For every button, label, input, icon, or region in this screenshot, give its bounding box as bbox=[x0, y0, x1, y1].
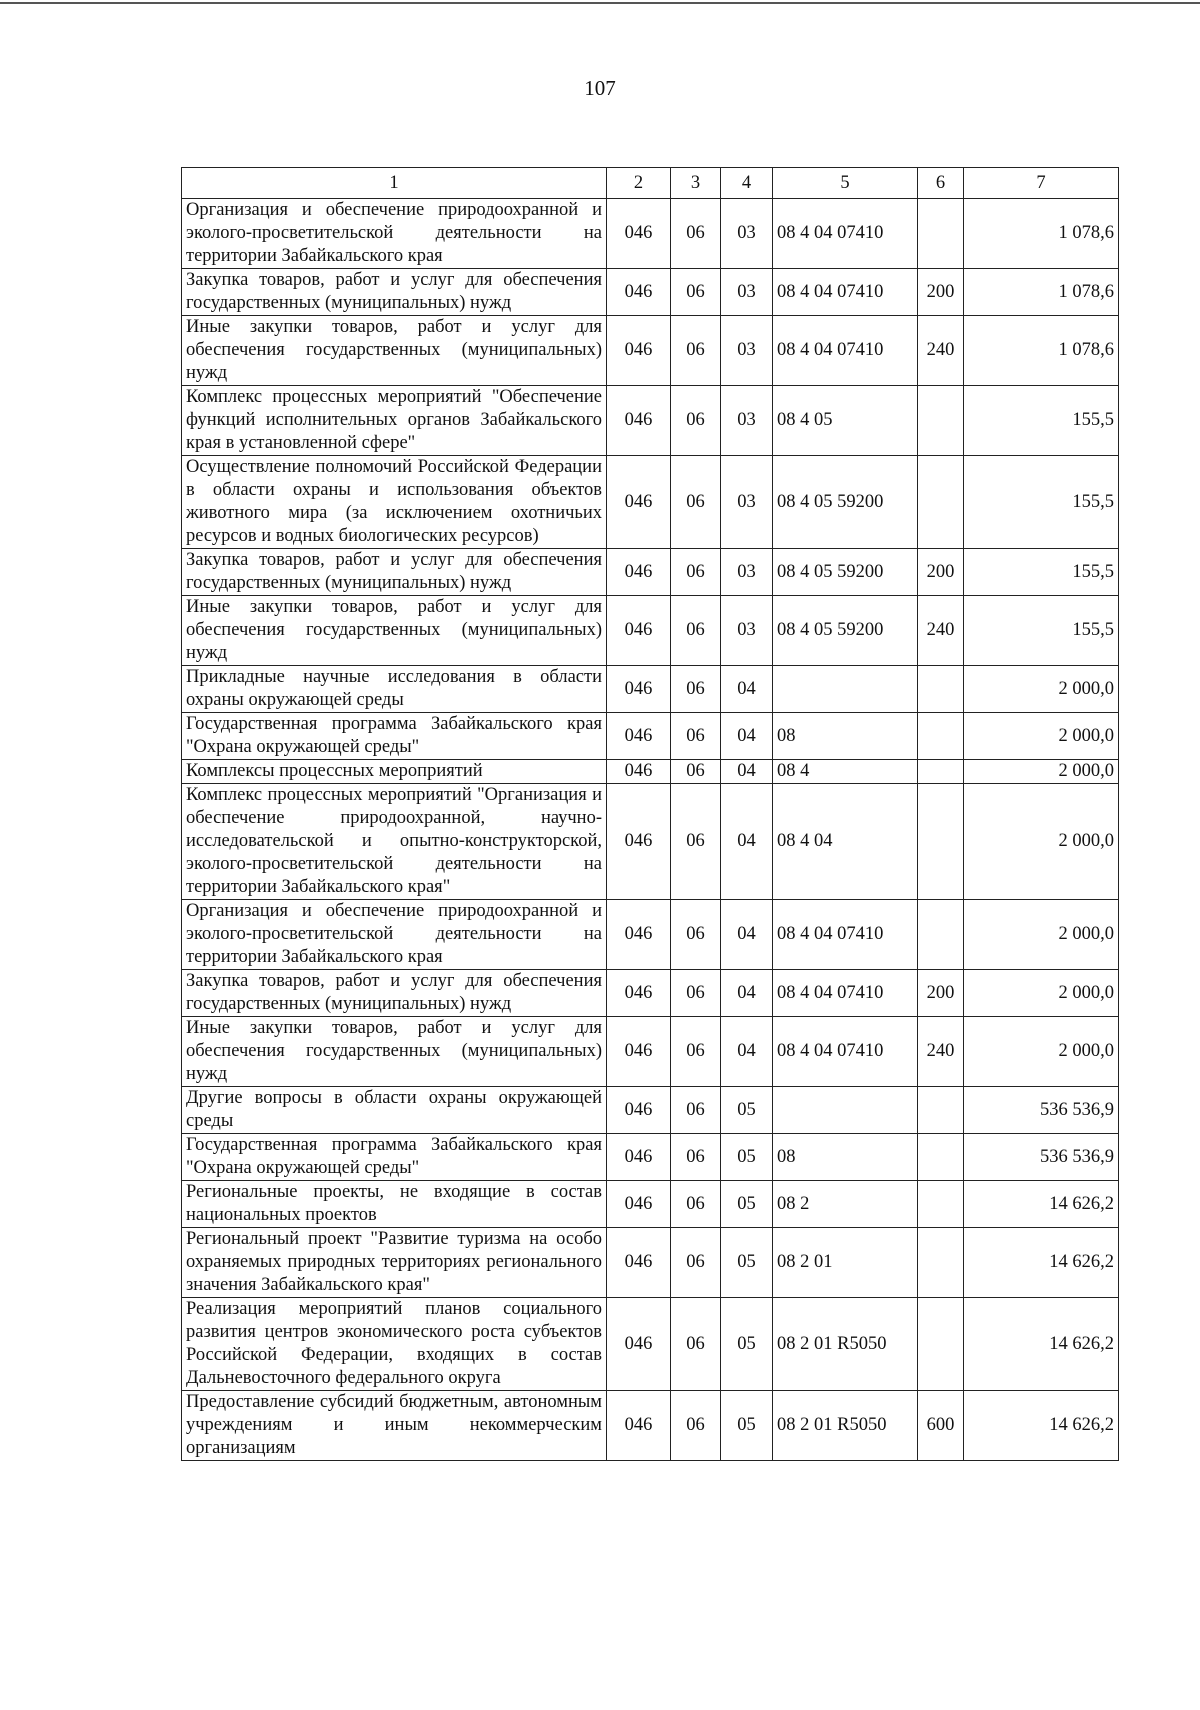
section-cell: 06 bbox=[671, 1228, 721, 1298]
table-row bbox=[182, 269, 1119, 316]
amount-cell: 1 078,6 bbox=[964, 269, 1119, 316]
admin-code-cell: 046 bbox=[607, 970, 671, 1017]
subsection-cell: 05 bbox=[721, 1298, 773, 1391]
amount-cell: 2 000,0 bbox=[964, 713, 1119, 760]
admin-code-cell: 046 bbox=[607, 386, 671, 456]
header-row bbox=[182, 168, 1119, 199]
name-cell: Реализация мероприятий планов социального развития центров экономического роста субъектов Российской Федерации, входящих в состав Дальневосточного федерального округа bbox=[182, 1298, 607, 1391]
amount-cell: 155,5 bbox=[964, 596, 1119, 666]
section-cell: 06 bbox=[671, 784, 721, 900]
amount-cell: 2 000,0 bbox=[964, 1017, 1119, 1087]
subsection-cell: 04 bbox=[721, 713, 773, 760]
target-article-cell: 08 4 04 07410 bbox=[773, 900, 918, 970]
table-row bbox=[182, 970, 1119, 1017]
amount-cell: 14 626,2 bbox=[964, 1298, 1119, 1391]
header-cell: 7 bbox=[964, 168, 1119, 199]
amount-cell: 14 626,2 bbox=[964, 1228, 1119, 1298]
expense-type-cell bbox=[918, 713, 964, 760]
table-row bbox=[182, 666, 1119, 713]
expense-type-cell bbox=[918, 784, 964, 900]
target-article-cell bbox=[773, 666, 918, 713]
header-cell: 4 bbox=[721, 168, 773, 199]
admin-code-cell: 046 bbox=[607, 1017, 671, 1087]
name-cell: Региональный проект "Развитие туризма на особо охраняемых природных территориях регионального значения Забайкальского края" bbox=[182, 1228, 607, 1298]
table-row bbox=[182, 386, 1119, 456]
target-article-cell: 08 2 01 bbox=[773, 1228, 918, 1298]
table-row bbox=[182, 316, 1119, 386]
name-cell: Прикладные научные исследования в области охраны окружающей среды bbox=[182, 666, 607, 713]
target-article-cell: 08 2 bbox=[773, 1181, 918, 1228]
admin-code-cell: 046 bbox=[607, 1228, 671, 1298]
expense-type-cell bbox=[918, 1087, 964, 1134]
table-row bbox=[182, 1087, 1119, 1134]
subsection-cell: 03 bbox=[721, 456, 773, 549]
subsection-cell: 04 bbox=[721, 784, 773, 900]
section-cell: 06 bbox=[671, 316, 721, 386]
table-row bbox=[182, 1228, 1119, 1298]
header-cell: 1 bbox=[182, 168, 607, 199]
target-article-cell: 08 4 04 bbox=[773, 784, 918, 900]
amount-cell: 2 000,0 bbox=[964, 784, 1119, 900]
section-cell: 06 bbox=[671, 900, 721, 970]
section-cell: 06 bbox=[671, 1017, 721, 1087]
subsection-cell: 04 bbox=[721, 666, 773, 713]
admin-code-cell: 046 bbox=[607, 900, 671, 970]
expense-type-cell: 200 bbox=[918, 269, 964, 316]
expense-type-cell: 240 bbox=[918, 596, 964, 666]
expense-type-cell: 240 bbox=[918, 1017, 964, 1087]
expense-type-cell bbox=[918, 760, 964, 784]
amount-cell: 2 000,0 bbox=[964, 970, 1119, 1017]
subsection-cell: 03 bbox=[721, 596, 773, 666]
admin-code-cell: 046 bbox=[607, 596, 671, 666]
name-cell: Государственная программа Забайкальского края "Охрана окружающей среды" bbox=[182, 713, 607, 760]
expense-type-cell bbox=[918, 456, 964, 549]
target-article-cell: 08 4 05 59200 bbox=[773, 596, 918, 666]
admin-code-cell: 046 bbox=[607, 316, 671, 386]
name-cell: Государственная программа Забайкальского края "Охрана окружающей среды" bbox=[182, 1134, 607, 1181]
table-row bbox=[182, 199, 1119, 269]
amount-cell: 14 626,2 bbox=[964, 1391, 1119, 1461]
target-article-cell: 08 4 05 59200 bbox=[773, 456, 918, 549]
amount-cell: 1 078,6 bbox=[964, 199, 1119, 269]
table-row bbox=[182, 596, 1119, 666]
target-article-cell bbox=[773, 1087, 918, 1134]
target-article-cell: 08 4 04 07410 bbox=[773, 269, 918, 316]
section-cell: 06 bbox=[671, 760, 721, 784]
subsection-cell: 03 bbox=[721, 386, 773, 456]
expense-type-cell: 200 bbox=[918, 549, 964, 596]
amount-cell: 155,5 bbox=[964, 549, 1119, 596]
table-row bbox=[182, 1181, 1119, 1228]
section-cell: 06 bbox=[671, 269, 721, 316]
page-number: 107 bbox=[584, 76, 616, 100]
target-article-cell: 08 bbox=[773, 1134, 918, 1181]
name-cell: Предоставление субсидий бюджетным, автономным учреждениям и иным некоммерческим организациям bbox=[182, 1391, 607, 1461]
admin-code-cell: 046 bbox=[607, 199, 671, 269]
subsection-cell: 04 bbox=[721, 1017, 773, 1087]
target-article-cell: 08 4 bbox=[773, 760, 918, 784]
table-row bbox=[182, 760, 1119, 784]
expense-type-cell bbox=[918, 386, 964, 456]
expense-type-cell bbox=[918, 1134, 964, 1181]
section-cell: 06 bbox=[671, 666, 721, 713]
subsection-cell: 03 bbox=[721, 549, 773, 596]
name-cell: Организация и обеспечение природоохранной и эколого-просветительской деятельности на территории Забайкальского края bbox=[182, 900, 607, 970]
table-body bbox=[182, 168, 1119, 1461]
table-row bbox=[182, 713, 1119, 760]
admin-code-cell: 046 bbox=[607, 1087, 671, 1134]
header-cell: 6 bbox=[918, 168, 964, 199]
amount-cell: 14 626,2 bbox=[964, 1181, 1119, 1228]
admin-code-cell: 046 bbox=[607, 1181, 671, 1228]
admin-code-cell: 046 bbox=[607, 713, 671, 760]
name-cell: Закупка товаров, работ и услуг для обеспечения государственных (муниципальных) нужд bbox=[182, 549, 607, 596]
admin-code-cell: 046 bbox=[607, 666, 671, 713]
section-cell: 06 bbox=[671, 1087, 721, 1134]
section-cell: 06 bbox=[671, 1134, 721, 1181]
admin-code-cell: 046 bbox=[607, 456, 671, 549]
section-cell: 06 bbox=[671, 596, 721, 666]
expense-type-cell bbox=[918, 1181, 964, 1228]
section-cell: 06 bbox=[671, 713, 721, 760]
section-cell: 06 bbox=[671, 199, 721, 269]
target-article-cell: 08 4 04 07410 bbox=[773, 1017, 918, 1087]
name-cell: Закупка товаров, работ и услуг для обеспечения государственных (муниципальных) нужд bbox=[182, 970, 607, 1017]
name-cell: Региональные проекты, не входящие в состав национальных проектов bbox=[182, 1181, 607, 1228]
header-cell: 5 bbox=[773, 168, 918, 199]
name-cell: Иные закупки товаров, работ и услуг для обеспечения государственных (муниципальных) нужд bbox=[182, 316, 607, 386]
name-cell: Комплексы процессных мероприятий bbox=[182, 760, 607, 784]
subsection-cell: 03 bbox=[721, 269, 773, 316]
target-article-cell: 08 4 04 07410 bbox=[773, 970, 918, 1017]
admin-code-cell: 046 bbox=[607, 549, 671, 596]
section-cell: 06 bbox=[671, 1391, 721, 1461]
subsection-cell: 05 bbox=[721, 1228, 773, 1298]
amount-cell: 155,5 bbox=[964, 386, 1119, 456]
amount-cell: 2 000,0 bbox=[964, 900, 1119, 970]
table-row bbox=[182, 1298, 1119, 1391]
table-row bbox=[182, 549, 1119, 596]
name-cell: Осуществление полномочий Российской Федерации в области охраны и использования объектов животного мира (за исключением охотничьих ресурсов и водных биологических ресурсов) bbox=[182, 456, 607, 549]
subsection-cell: 04 bbox=[721, 900, 773, 970]
header-cell: 2 bbox=[607, 168, 671, 199]
name-cell: Закупка товаров, работ и услуг для обеспечения государственных (муниципальных) нужд bbox=[182, 269, 607, 316]
subsection-cell: 05 bbox=[721, 1087, 773, 1134]
target-article-cell: 08 2 01 R5050 bbox=[773, 1298, 918, 1391]
target-article-cell: 08 bbox=[773, 713, 918, 760]
expense-type-cell bbox=[918, 1228, 964, 1298]
expense-type-cell: 600 bbox=[918, 1391, 964, 1461]
subsection-cell: 03 bbox=[721, 316, 773, 386]
subsection-cell: 04 bbox=[721, 970, 773, 1017]
name-cell: Комплекс процессных мероприятий "Организация и обеспечение природоохранной, научно-исследовательской и опытно-конструкторской, эколого-просветительской деятельности на территории Забайкальского края" bbox=[182, 784, 607, 900]
top-border-line bbox=[0, 2, 1200, 4]
name-cell: Другие вопросы в области охраны окружающей среды bbox=[182, 1087, 607, 1134]
expense-type-cell: 200 bbox=[918, 970, 964, 1017]
subsection-cell: 05 bbox=[721, 1134, 773, 1181]
expense-type-cell bbox=[918, 900, 964, 970]
table-row bbox=[182, 1391, 1119, 1461]
amount-cell: 2 000,0 bbox=[964, 666, 1119, 713]
target-article-cell: 08 4 04 07410 bbox=[773, 316, 918, 386]
subsection-cell: 04 bbox=[721, 760, 773, 784]
section-cell: 06 bbox=[671, 1298, 721, 1391]
admin-code-cell: 046 bbox=[607, 784, 671, 900]
table-row bbox=[182, 784, 1119, 900]
section-cell: 06 bbox=[671, 456, 721, 549]
expense-type-cell bbox=[918, 666, 964, 713]
table-row bbox=[182, 1017, 1119, 1087]
subsection-cell: 03 bbox=[721, 199, 773, 269]
table-row bbox=[182, 900, 1119, 970]
amount-cell: 536 536,9 bbox=[964, 1087, 1119, 1134]
name-cell: Организация и обеспечение природоохранной и эколого-просветительской деятельности на территории Забайкальского края bbox=[182, 199, 607, 269]
admin-code-cell: 046 bbox=[607, 269, 671, 316]
expense-type-cell: 240 bbox=[918, 316, 964, 386]
section-cell: 06 bbox=[671, 1181, 721, 1228]
table-row bbox=[182, 456, 1119, 549]
section-cell: 06 bbox=[671, 549, 721, 596]
subsection-cell: 05 bbox=[721, 1181, 773, 1228]
section-cell: 06 bbox=[671, 386, 721, 456]
name-cell: Иные закупки товаров, работ и услуг для обеспечения государственных (муниципальных) нужд bbox=[182, 1017, 607, 1087]
budget-table bbox=[181, 167, 1119, 1461]
admin-code-cell: 046 bbox=[607, 1391, 671, 1461]
name-cell: Иные закупки товаров, работ и услуг для обеспечения государственных (муниципальных) нужд bbox=[182, 596, 607, 666]
subsection-cell: 05 bbox=[721, 1391, 773, 1461]
admin-code-cell: 046 bbox=[607, 1298, 671, 1391]
name-cell: Комплекс процессных мероприятий "Обеспечение функций исполнительных органов Забайкальского края в установленной сфере" bbox=[182, 386, 607, 456]
target-article-cell: 08 4 05 bbox=[773, 386, 918, 456]
table-row bbox=[182, 1134, 1119, 1181]
target-article-cell: 08 4 05 59200 bbox=[773, 549, 918, 596]
target-article-cell: 08 4 04 07410 bbox=[773, 199, 918, 269]
section-cell: 06 bbox=[671, 970, 721, 1017]
expense-type-cell bbox=[918, 199, 964, 269]
admin-code-cell: 046 bbox=[607, 760, 671, 784]
expense-type-cell bbox=[918, 1298, 964, 1391]
target-article-cell: 08 2 01 R5050 bbox=[773, 1391, 918, 1461]
amount-cell: 2 000,0 bbox=[964, 760, 1119, 784]
amount-cell: 1 078,6 bbox=[964, 316, 1119, 386]
amount-cell: 536 536,9 bbox=[964, 1134, 1119, 1181]
amount-cell: 155,5 bbox=[964, 456, 1119, 549]
header-cell: 3 bbox=[671, 168, 721, 199]
admin-code-cell: 046 bbox=[607, 1134, 671, 1181]
